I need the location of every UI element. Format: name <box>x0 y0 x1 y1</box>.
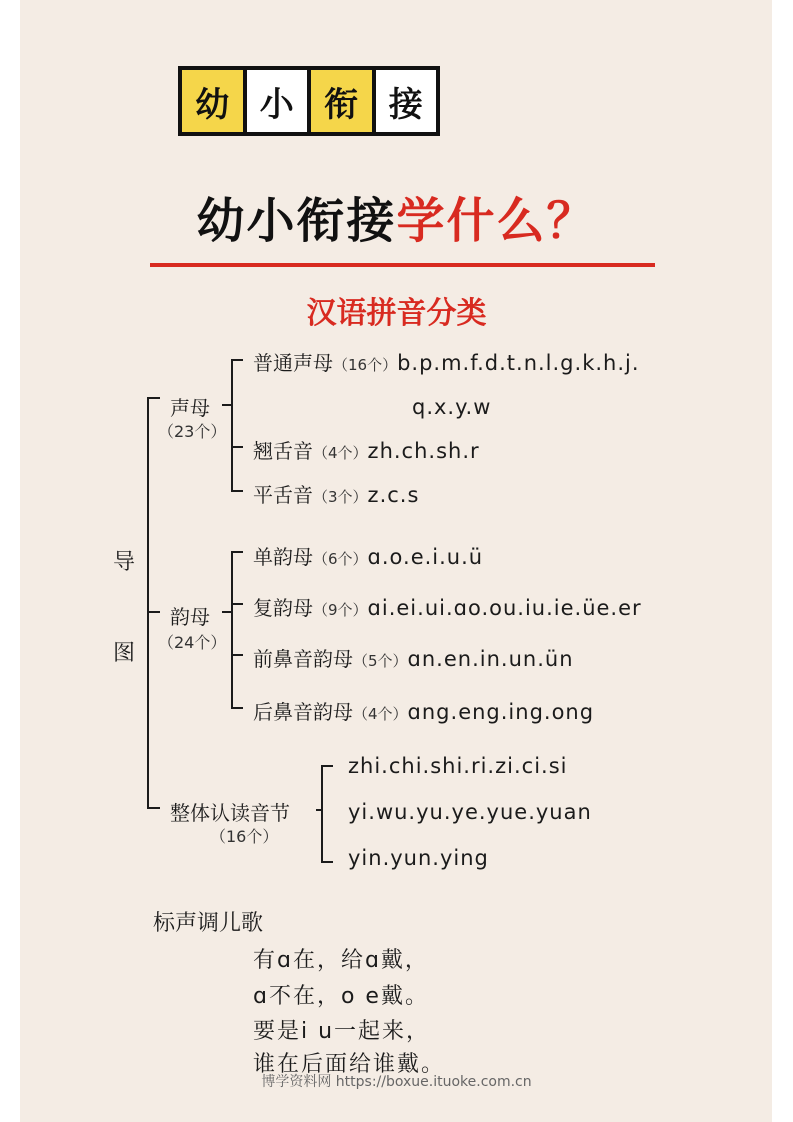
watermark-footer: 博学资料网 https://boxue.ituoke.com.cn <box>261 1074 532 1090</box>
whole-row-1: zhi.chi.shi.ri.zi.ci.si <box>348 754 568 778</box>
side-label-1: 导 <box>113 550 136 575</box>
finals-bracket <box>232 552 243 708</box>
whole-count: （16个） <box>210 827 279 846</box>
item-name: 翘舌音 <box>253 439 313 463</box>
initials-count: （23个） <box>158 422 227 441</box>
badge-char-4: 接 <box>376 70 437 132</box>
title-red-part: 学什么？ <box>396 193 597 249</box>
initials-bracket <box>232 360 243 491</box>
item-letters: b.p.m.f.d.t.n.l.g.k.h.j. <box>397 351 640 375</box>
finals-row-1 <box>253 541 483 570</box>
item-letters: ɑ.o.e.i.u.ü <box>367 545 484 569</box>
trunk-line <box>148 398 160 808</box>
whole-row-3: yin.yun.ying <box>348 846 489 870</box>
whole-bracket <box>322 766 333 862</box>
initials-row-1-cont: q.x.y.w <box>412 395 492 419</box>
badge-char-3: 衔 <box>311 70 372 132</box>
rhyme-line-3: 要是i u一起来， <box>253 1019 431 1044</box>
badge-char-2: 小 <box>247 70 308 132</box>
item-name: 平舌音 <box>253 483 313 507</box>
title-black-part: 幼小衔接 <box>196 193 397 249</box>
rhyme-title: 标声调儿歌 <box>153 911 264 936</box>
whole-row-2: yi.wu.yu.ye.yue.yuan <box>348 800 592 824</box>
initials-row-3 <box>253 479 419 508</box>
item-name: 普通声母 <box>253 351 333 375</box>
whole-label: 整体认读音节 <box>170 801 290 825</box>
badge-char-1: 幼 <box>182 70 243 132</box>
initials-row-1 <box>253 347 640 376</box>
item-name: 单韵母 <box>253 545 313 569</box>
rhyme-line-1: 有ɑ在，给ɑ戴， <box>253 948 429 973</box>
item-count: （4个） <box>353 705 408 723</box>
rhyme-line-2: ɑ不在，o e戴。 <box>253 984 429 1009</box>
initials-row-2 <box>253 435 480 464</box>
rhyme-line-4: 谁在后面给谁戴。 <box>253 1052 446 1077</box>
initials-label: 声母 <box>170 396 210 420</box>
item-letters: ɑn.en.in.un.ün <box>407 647 574 671</box>
item-name: 前鼻音韵母 <box>253 647 353 671</box>
item-name: 后鼻音韵母 <box>253 700 353 724</box>
item-letters: ɑi.ei.ui.ɑo.ou.iu.ie.üe.er <box>367 596 642 620</box>
finals-row-2 <box>253 592 642 621</box>
item-letters: ɑng.eng.ing.ong <box>407 700 595 724</box>
item-count: （3个） <box>313 488 368 506</box>
item-letters: z.c.s <box>367 483 420 507</box>
section-subtitle: 汉语拼音分类 <box>306 296 487 331</box>
item-count: （6个） <box>313 550 368 568</box>
item-count: （5个） <box>353 652 408 670</box>
finals-label: 韵母 <box>170 605 210 629</box>
side-label-2: 图 <box>113 641 136 666</box>
finals-row-4 <box>253 696 594 725</box>
finals-row-3 <box>253 643 574 672</box>
item-count: （4个） <box>313 444 368 462</box>
item-name: 复韵母 <box>253 596 313 620</box>
item-letters: zh.ch.sh.r <box>367 439 480 463</box>
item-count: （9个） <box>313 601 368 619</box>
item-count: （16个） <box>333 356 398 374</box>
finals-count: （24个） <box>158 633 227 652</box>
